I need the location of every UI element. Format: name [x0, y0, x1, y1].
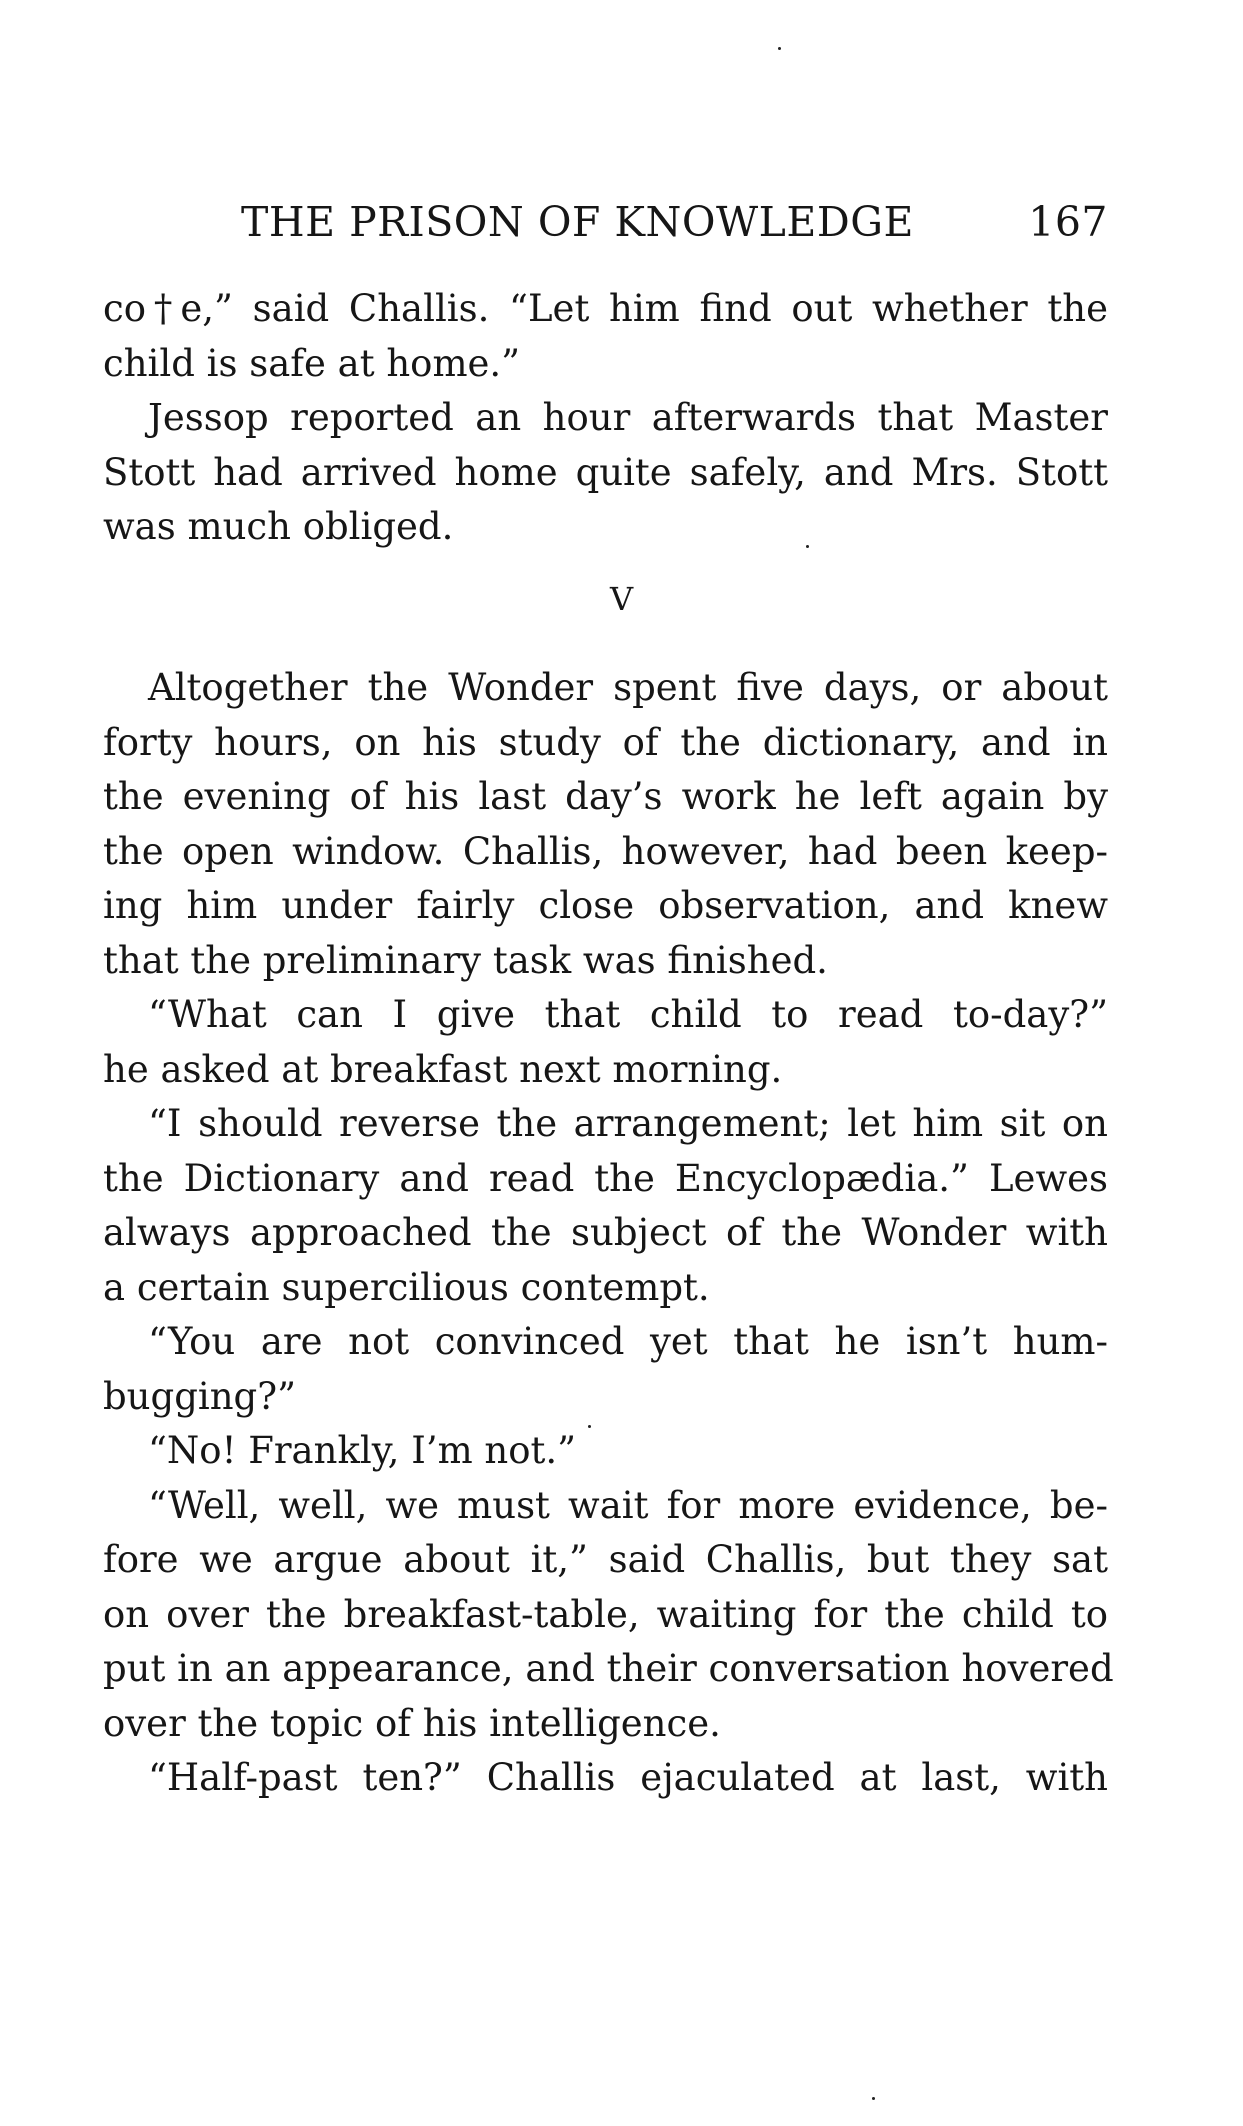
- text-line: the Dictionary and read the Encyclopædia.” Lewes: [103, 1156, 1108, 1200]
- text-line: the open window. Challis, however, had been keep-: [103, 829, 1108, 873]
- text-block-1: [103, 282, 1108, 555]
- text-line: child is safe at home.”: [103, 341, 521, 385]
- text-line: “You are not convinced yet that he isn’t hum-: [148, 1320, 1108, 1363]
- section-numeral: V: [609, 580, 634, 618]
- text-line: ing him under fairly close observation, and knew: [103, 884, 1108, 927]
- text-line: a certain supercilious contempt.: [103, 1265, 710, 1309]
- text-line: fore we argue about it,” said Challis, but they sat: [103, 1538, 1108, 1581]
- text-line: bugging?”: [103, 1374, 296, 1418]
- page-header: [103, 198, 1108, 258]
- print-speck: [588, 1425, 591, 1428]
- text-line: Stott had arrived home quite safely, and Mrs. Stott: [103, 450, 1108, 494]
- text-line: Jessop reported an hour afterwards that Master: [148, 396, 1108, 439]
- print-speck: [778, 47, 781, 50]
- text-line: the evening of his last day’s work he left again by: [103, 775, 1108, 818]
- running-head: THE PRISON OF KNOWLEDGE: [241, 198, 914, 246]
- text-line: put in an appearance, and their conversation hovered: [103, 1647, 1114, 1690]
- text-line: was much obliged.: [103, 505, 454, 548]
- text-line: Altogether the Wonder spent five days, or about: [148, 666, 1108, 709]
- text-block-2: [103, 661, 1114, 1806]
- text-line: forty hours, on his study of the dictionary, and in: [103, 720, 1108, 764]
- text-line: he asked at breakfast next morning.: [103, 1047, 783, 1091]
- text-line: “No! Frankly, I’m not.”: [148, 1429, 577, 1472]
- text-line: “Well, well, we must wait for more evidence, be-: [148, 1483, 1108, 1527]
- text-line: “I should reverse the arrangement; let him sit on: [148, 1102, 1108, 1145]
- print-speck: [806, 545, 809, 548]
- text-line: that the preliminary task was finished.: [103, 938, 828, 982]
- text-line: always approached the subject of the Wonder with: [103, 1211, 1108, 1254]
- text-line: “Half-past ten?” Challis ejaculated at last, with: [148, 1756, 1108, 1799]
- text-line: “What can I give that child to read to-day?”: [148, 993, 1108, 1036]
- print-speck: [872, 2097, 875, 2100]
- page-number: 167: [1028, 198, 1108, 246]
- text-line: co†e,” said Challis. “Let him find out whether the: [103, 287, 1108, 330]
- text-line: over the topic of his intelligence.: [103, 1701, 721, 1745]
- text-line: on over the breakfast-table, waiting for the child to: [103, 1592, 1108, 1636]
